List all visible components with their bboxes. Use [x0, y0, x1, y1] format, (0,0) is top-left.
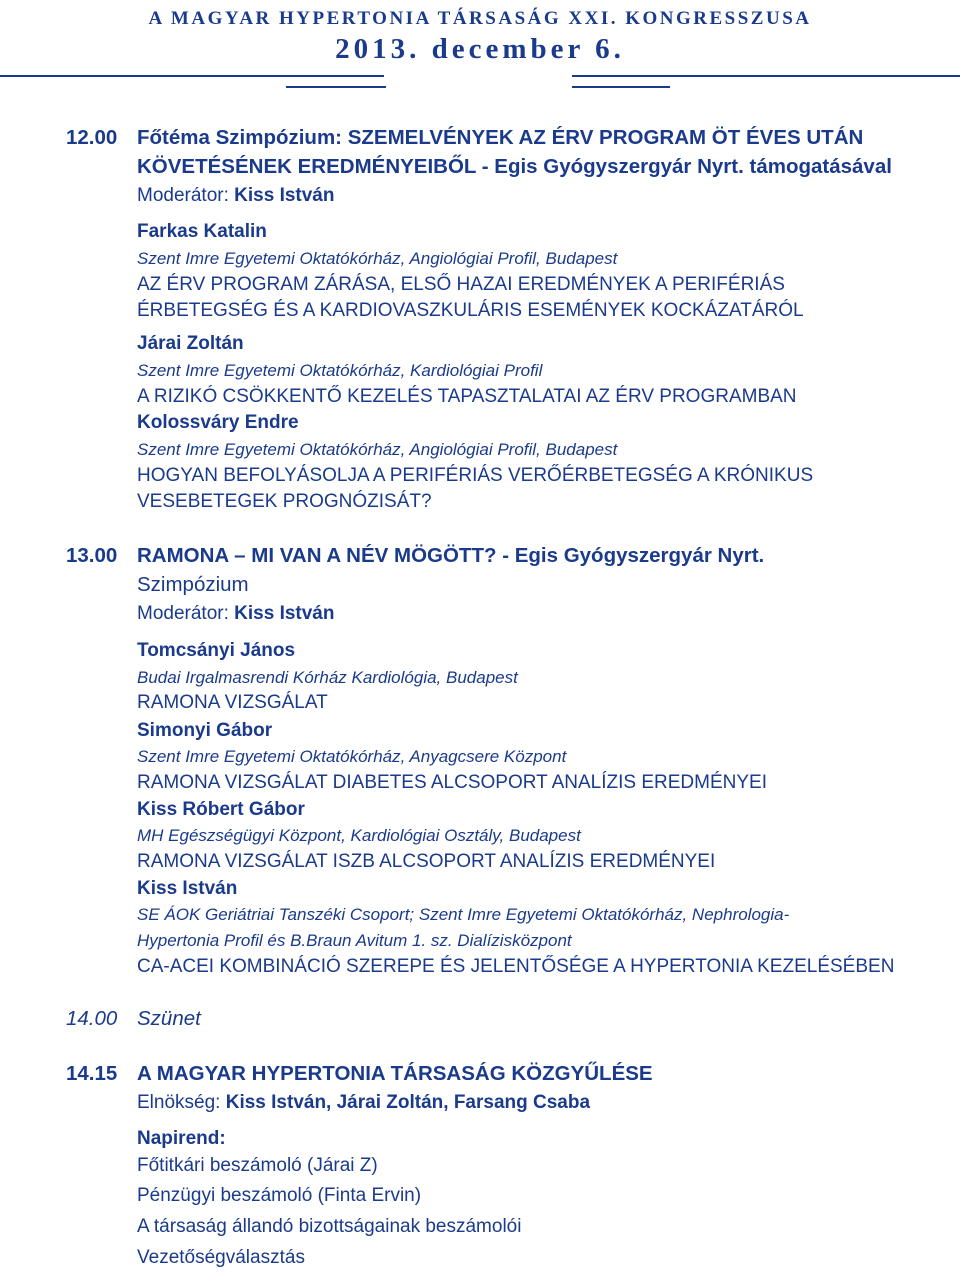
- talk-title: VESEBETEGEK PROGNÓZISÁT?: [137, 491, 432, 512]
- agenda-item: Pénzügyi beszámoló (Finta Ervin): [137, 1185, 422, 1206]
- agenda-item: A társaság állandó bizottságainak beszámolói: [137, 1216, 522, 1237]
- header-rule-left: [0, 75, 384, 77]
- session-title: Szimpózium: [137, 573, 249, 596]
- talk-title: A RIZIKÓ CSÖKKENTŐ KEZELÉS TAPASZTALATAI AZ ÉRV PROGRAMBAN: [137, 386, 797, 407]
- agenda-label: Napirend:: [137, 1128, 226, 1149]
- speaker-name: Farkas Katalin: [137, 221, 267, 242]
- talk-title: RAMONA VIZSGÁLAT ISZB ALCSOPORT ANALÍZIS EREDMÉNYEI: [137, 851, 716, 872]
- session-time: 13.00: [66, 544, 118, 567]
- agenda-item: Vezetőségválasztás: [137, 1247, 305, 1268]
- speaker-affiliation: MH Egészségügyi Központ, Kardiológiai Osztály, Budapest: [137, 826, 581, 845]
- agenda-item: Főtitkári beszámoló (Járai Z): [137, 1155, 378, 1176]
- session-title: A MAGYAR HYPERTONIA TÁRSASÁG KÖZGYŰLÉSE: [137, 1062, 653, 1085]
- speaker-affiliation: SE ÁOK Geriátriai Tanszéki Csoport; Szent Imre Egyetemi Oktatókórház, Nephrologia-: [137, 905, 790, 924]
- presidency-line: [137, 1092, 590, 1114]
- speaker-name: Kolossváry Endre: [137, 412, 299, 433]
- speaker-affiliation: Hypertonia Profil és B.Braun Avitum 1. sz. Dialízisközpont: [137, 931, 572, 950]
- header-rule-right: [572, 75, 960, 77]
- session-title: RAMONA – MI VAN A NÉV MÖGÖTT? - Egis Gyógyszergyár Nyrt.: [137, 544, 765, 567]
- session-time: 14.15: [66, 1062, 118, 1085]
- congress-date: 2013. december 6.: [335, 33, 625, 65]
- talk-title: RAMONA VIZSGÁLAT DIABETES ALCSOPORT ANALÍZIS EREDMÉNYEI: [137, 772, 767, 793]
- moderator-line: [137, 603, 334, 625]
- talk-title: ÉRBETEGSÉG ÉS A KARDIOVASZKULÁRIS ESEMÉNYEK KOCKÁZATÁRÓL: [137, 300, 804, 321]
- congress-title: A MAGYAR HYPERTONIA TÁRSASÁG XXI. KONGRESSZUSA: [148, 8, 812, 29]
- session-time: 12.00: [66, 126, 118, 149]
- moderator-label: Moderátor:: [137, 603, 229, 624]
- session-title: KÖVETÉSÉNEK EREDMÉNYEIBŐL - Egis Gyógyszergyár Nyrt. támogatásával: [137, 155, 892, 178]
- moderator-name: Kiss István: [234, 603, 335, 624]
- speaker-affiliation: Szent Imre Egyetemi Oktatókórház, Kardiológiai Profil: [137, 361, 543, 380]
- moderator-line: [137, 185, 334, 207]
- talk-title: AZ ÉRV PROGRAM ZÁRÁSA, ELSŐ HAZAI EREDMÉNYEK A PERIFÉRIÁS: [137, 274, 785, 295]
- header-rule-left-lower: [286, 86, 386, 88]
- break-time: 14.00: [66, 1007, 118, 1030]
- moderator-label: Moderátor:: [137, 185, 229, 206]
- speaker-name: Kiss István: [137, 878, 238, 899]
- break-label: Szünet: [137, 1007, 201, 1030]
- speaker-name: Simonyi Gábor: [137, 720, 273, 741]
- speaker-affiliation: Szent Imre Egyetemi Oktatókórház, Angiológiai Profil, Budapest: [137, 249, 618, 268]
- header-rule-right-lower: [572, 86, 670, 88]
- speaker-name: Tomcsányi János: [137, 640, 296, 661]
- session-title: Főtéma Szimpózium: SZEMELVÉNYEK AZ ÉRV PROGRAM ÖT ÉVES UTÁN: [137, 126, 864, 149]
- talk-title: RAMONA VIZSGÁLAT: [137, 692, 328, 713]
- speaker-affiliation: Budai Irgalmasrendi Kórház Kardiológia, Budapest: [137, 668, 518, 687]
- speaker-affiliation: Szent Imre Egyetemi Oktatókórház, Angiológiai Profil, Budapest: [137, 440, 618, 459]
- talk-title: CA-ACEI KOMBINÁCIÓ SZEREPE ÉS JELENTŐSÉGE A HYPERTONIA KEZELÉSÉBEN: [137, 956, 895, 977]
- presidency-names: Kiss István, Járai Zoltán, Farsang Csaba: [225, 1092, 591, 1113]
- presidency-label: Elnökség:: [137, 1092, 221, 1113]
- moderator-name: Kiss István: [234, 185, 335, 206]
- speaker-name: Járai Zoltán: [137, 333, 244, 354]
- talk-title: HOGYAN BEFOLYÁSOLJA A PERIFÉRIÁS VERŐÉRBETEGSÉG A KRÓNIKUS: [137, 465, 814, 486]
- speaker-name: Kiss Róbert Gábor: [137, 799, 305, 820]
- speaker-affiliation: Szent Imre Egyetemi Oktatókórház, Anyagcsere Központ: [137, 747, 567, 766]
